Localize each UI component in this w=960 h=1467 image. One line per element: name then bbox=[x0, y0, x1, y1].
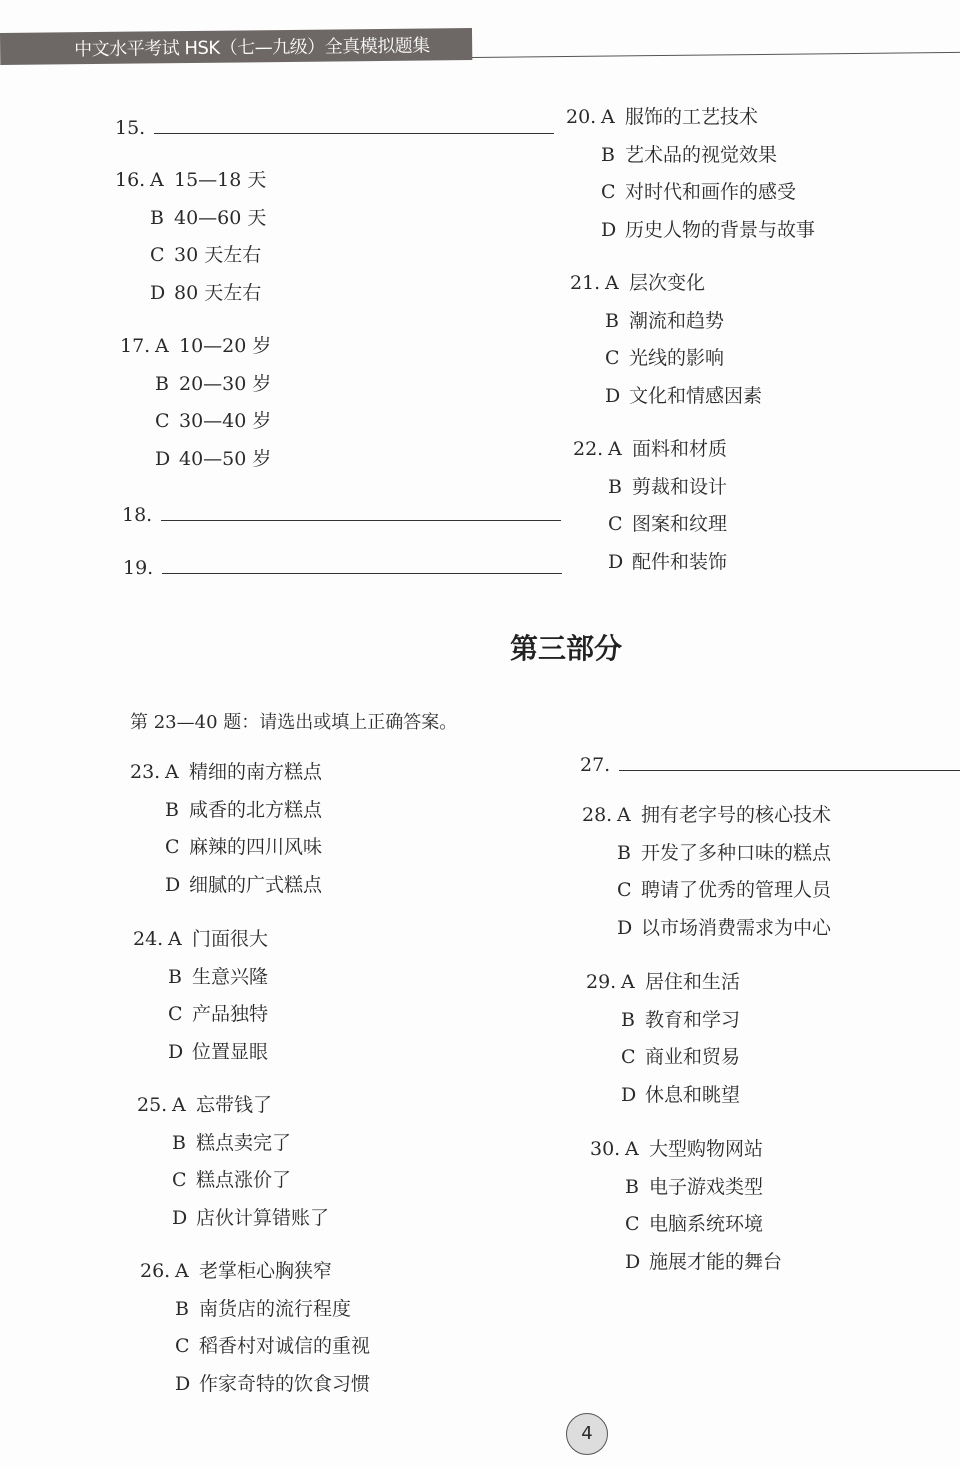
page-number: 4 bbox=[566, 1413, 608, 1455]
question-29 bbox=[586, 964, 740, 1114]
option-text: 忘带钱了 bbox=[196, 1094, 273, 1116]
option-letter: A bbox=[625, 1138, 639, 1160]
question-number: 17. bbox=[120, 335, 151, 357]
option-letter: A bbox=[601, 106, 615, 128]
option-letter: B bbox=[155, 372, 169, 395]
option-text: 层次变化 bbox=[629, 272, 706, 294]
answer-blank[interactable] bbox=[619, 756, 960, 771]
option-text: 潮流和趋势 bbox=[629, 309, 725, 332]
option-text: 20—30 岁 bbox=[179, 372, 272, 395]
option-letter: A bbox=[155, 335, 169, 357]
option-text: 老掌柜心胸狭窄 bbox=[199, 1260, 333, 1282]
option-letter: C bbox=[621, 1046, 636, 1068]
question-number: 22. bbox=[573, 438, 604, 460]
option-text: 糕点涨价了 bbox=[196, 1169, 292, 1191]
question-16 bbox=[115, 162, 266, 312]
option-text: 服饰的工艺技术 bbox=[625, 106, 759, 128]
option-text: 休息和眺望 bbox=[645, 1083, 741, 1106]
option-letter: B bbox=[172, 1131, 186, 1154]
question-number: 18. bbox=[122, 504, 153, 526]
question-number: 30. bbox=[590, 1138, 621, 1160]
option-letter: C bbox=[617, 879, 632, 901]
option-letter: C bbox=[155, 410, 170, 432]
question-22 bbox=[573, 431, 727, 581]
option-text: 电子游戏类型 bbox=[649, 1175, 764, 1198]
option-letter: B bbox=[605, 309, 619, 332]
option-letter: B bbox=[150, 206, 164, 229]
question-number: 20. bbox=[566, 106, 597, 128]
option-text: 历史人物的背景与故事 bbox=[625, 218, 816, 241]
option-letter: C bbox=[601, 181, 616, 203]
option-text: 对时代和画作的感受 bbox=[625, 181, 797, 203]
option-letter: B bbox=[175, 1297, 189, 1320]
book-title: 中文水平考试 HSK（七—九级）全真模拟题集 bbox=[74, 35, 430, 61]
option-letter: A bbox=[172, 1094, 186, 1116]
question-23 bbox=[130, 754, 322, 904]
question-19 bbox=[123, 550, 562, 588]
option-text: 麻辣的四川风味 bbox=[189, 836, 323, 858]
option-text: 商业和贸易 bbox=[645, 1046, 741, 1068]
option-letter: D bbox=[172, 1206, 188, 1229]
question-30 bbox=[590, 1131, 782, 1281]
option-letter: D bbox=[175, 1372, 191, 1395]
question-number: 23. bbox=[130, 761, 161, 783]
option-letter: D bbox=[165, 873, 181, 896]
option-letter: D bbox=[608, 550, 624, 573]
option-letter: A bbox=[168, 928, 182, 950]
option-letter: B bbox=[608, 475, 622, 498]
option-text: 大型购物网站 bbox=[649, 1138, 764, 1160]
option-text: 15—18 天 bbox=[174, 169, 267, 191]
option-text: 教育和学习 bbox=[645, 1008, 741, 1031]
option-text: 图案和纹理 bbox=[632, 513, 728, 535]
question-number: 28. bbox=[582, 804, 613, 826]
question-number: 24. bbox=[133, 928, 164, 950]
question-21 bbox=[570, 265, 762, 415]
option-text: 以市场消费需求为中心 bbox=[641, 916, 832, 939]
option-letter: A bbox=[608, 438, 622, 460]
option-text: 生意兴隆 bbox=[192, 965, 269, 988]
question-number: 19. bbox=[123, 557, 154, 579]
section-title: 第三部分 bbox=[509, 632, 622, 665]
option-text: 配件和装饰 bbox=[632, 550, 728, 573]
question-20 bbox=[566, 99, 815, 249]
running-header bbox=[0, 28, 472, 65]
question-26 bbox=[140, 1253, 370, 1403]
option-letter: C bbox=[175, 1335, 190, 1357]
option-letter: A bbox=[621, 971, 635, 993]
option-letter: B bbox=[617, 841, 631, 864]
question-number: 21. bbox=[570, 272, 601, 294]
option-text: 稻香村对诚信的重视 bbox=[199, 1335, 371, 1357]
question-number: 16. bbox=[115, 169, 146, 191]
header-rule bbox=[472, 52, 960, 58]
question-number: 27. bbox=[580, 754, 611, 776]
option-text: 精细的南方糕点 bbox=[189, 761, 323, 783]
option-text: 30 天左右 bbox=[174, 244, 262, 266]
option-text: 艺术品的视觉效果 bbox=[625, 143, 778, 166]
option-text: 10—20 岁 bbox=[179, 335, 272, 357]
option-letter: C bbox=[150, 244, 165, 266]
option-text: 咸香的北方糕点 bbox=[189, 798, 323, 821]
option-letter: D bbox=[601, 218, 617, 241]
question-number: 26. bbox=[140, 1260, 171, 1282]
question-27 bbox=[580, 747, 960, 785]
question-24 bbox=[133, 921, 268, 1071]
option-letter: D bbox=[621, 1083, 637, 1106]
option-text: 文化和情感因素 bbox=[629, 384, 763, 407]
question-15 bbox=[115, 110, 554, 148]
option-letter: A bbox=[165, 761, 179, 783]
option-text: 居住和生活 bbox=[645, 971, 741, 993]
option-text: 30—40 岁 bbox=[179, 410, 272, 432]
question-number: 25. bbox=[137, 1094, 168, 1116]
option-text: 聘请了优秀的管理人员 bbox=[641, 879, 832, 901]
option-text: 80 天左右 bbox=[174, 281, 262, 304]
option-text: 电脑系统环境 bbox=[649, 1213, 764, 1235]
option-text: 开发了多种口味的糕点 bbox=[641, 841, 832, 864]
option-letter: C bbox=[172, 1169, 187, 1191]
question-number: 15. bbox=[115, 117, 146, 139]
option-text: 门面很大 bbox=[192, 928, 269, 950]
option-text: 位置显眼 bbox=[192, 1040, 269, 1063]
option-letter: B bbox=[621, 1008, 635, 1031]
option-letter: B bbox=[168, 965, 182, 988]
option-text: 店伙计算错账了 bbox=[196, 1206, 330, 1229]
option-letter: C bbox=[605, 347, 620, 369]
option-text: 细腻的广式糕点 bbox=[189, 873, 323, 896]
option-letter: A bbox=[175, 1260, 189, 1282]
option-letter: B bbox=[601, 143, 615, 166]
option-letter: D bbox=[150, 281, 166, 304]
option-letter: D bbox=[625, 1250, 641, 1273]
option-letter: A bbox=[150, 169, 164, 191]
option-letter: B bbox=[165, 798, 179, 821]
option-letter: A bbox=[605, 272, 619, 294]
question-25 bbox=[137, 1087, 329, 1237]
option-letter: D bbox=[605, 384, 621, 407]
option-letter: B bbox=[625, 1175, 639, 1198]
option-letter: A bbox=[617, 804, 631, 826]
instruction-text: 第 23—40 题：请选出或填上正确答案。 bbox=[130, 712, 458, 733]
option-text: 产品独特 bbox=[192, 1003, 269, 1025]
question-17 bbox=[120, 328, 271, 478]
option-letter: C bbox=[625, 1213, 640, 1235]
option-text: 拥有老字号的核心技术 bbox=[641, 804, 832, 826]
option-text: 作家奇特的饮食习惯 bbox=[199, 1372, 371, 1395]
question-number: 29. bbox=[586, 971, 617, 993]
option-text: 面料和材质 bbox=[632, 438, 728, 460]
option-letter: C bbox=[168, 1003, 183, 1025]
option-letter: D bbox=[168, 1040, 184, 1063]
option-text: 剪裁和设计 bbox=[632, 475, 728, 498]
answer-blank[interactable] bbox=[161, 506, 561, 521]
option-letter: C bbox=[608, 513, 623, 535]
answer-blank[interactable] bbox=[162, 559, 562, 574]
option-text: 40—60 天 bbox=[174, 206, 267, 229]
option-letter: D bbox=[155, 447, 171, 470]
answer-blank[interactable] bbox=[154, 119, 554, 134]
option-text: 光线的影响 bbox=[629, 347, 725, 369]
option-text: 南货店的流行程度 bbox=[199, 1297, 352, 1320]
option-text: 40—50 岁 bbox=[179, 447, 272, 470]
question-18 bbox=[122, 497, 561, 535]
option-text: 糕点卖完了 bbox=[196, 1131, 292, 1154]
question-28 bbox=[582, 797, 831, 947]
option-letter: C bbox=[165, 836, 180, 858]
option-text: 施展才能的舞台 bbox=[649, 1250, 783, 1273]
option-letter: D bbox=[617, 916, 633, 939]
